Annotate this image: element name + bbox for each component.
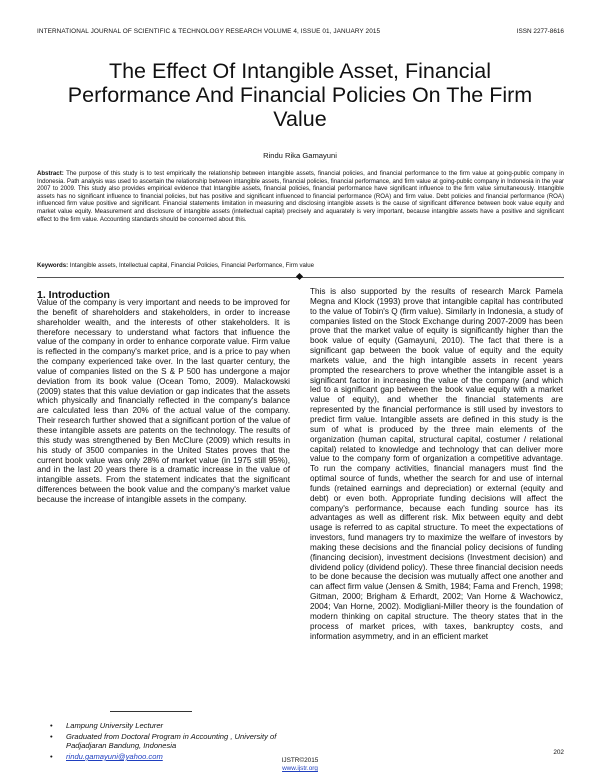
author-name: Rindu Rika Gamayuni [263,151,337,160]
footnote-item [50,721,300,730]
bullet-icon: • [50,732,53,741]
diamond-icon [296,272,303,279]
footnote-affiliation: Lampung University Lecturer [66,721,164,730]
abstract-text: The purpose of this study is to test empirically the relationship between intangible assets, financial policies, and financial performance to the firm value at going-public company in Indonesia. Path analysis was used to ascertain the relationship between intangible assets, financial policies, financial performance, and firm value at going-public company in Indonesia in the year 2007 to 2009. This study also provides empirical evidence that Intangible assets, financial policies, financial performance have significant influence to the firm value simultaneously. Intangible assets has no significant influence to financial policies, but has positive and significant influenced to financial performance (ROA) and firm value. Debt policies and financial performance (ROA) influenced firm value positive and significant. Financial statements limitation in measuring and disclosing intangible assets is the cause of significant difference between book value equity and market value equity. Measurement and disclosure of intangible assets (intellectual capital) precisely and aquarately is very important, because intangible assets have a positive and significant effect to the firm value. Accounting standards should be concerned about this. [37,170,564,223]
footnote-rule [110,711,192,712]
paper-title: The Effect Of Intangible Asset, Financial Performance And Financial Policies On The Firm Value [67,59,533,131]
bullet-icon: • [50,752,53,761]
footer-url [0,765,600,772]
keywords-text: Intangible assets, Intellectual capital, Financial Policies, Financial Performance, Firm value [68,262,315,269]
abstract [37,170,564,223]
abstract-label: Abstract: [37,170,64,177]
keywords-label: Keywords: [37,262,69,269]
author-email-link[interactable]: rindu.gamayuni@yahoo.com [66,752,163,761]
footer-copyright: IJSTR©2015 [281,757,319,764]
section-heading-introduction: 1. Introduction [37,289,110,301]
section-separator [37,273,564,281]
page-number: 202 [553,749,564,756]
journal-website-link[interactable]: www.ijstr.org [282,765,318,772]
body-column-left: Value of the company is very important and needs to be improved for the benefit of shareholders and stakeholders, in order to increase shareholder wealth, and the interests of other stakeholders. It is therefore necessary to understand what factors that influence the value of the company in order to enhance corporate value. Firm value is reflected in the company's market price, and is a price to pay when the company experienced take over. In the last quarter century, the value of companies listed on the S & P 500 has undergone a major deviation from its book value (Ocean Tomo, 2009). Malackowski (2009) states that this value deviation or gap indicates that the assets which physically and financially reflected in the company's balance are calculated less than 20% of the actual value of the company. Their research further showed that a significant portion of the value of these intangible assets are patents on the technology. The results of this study was strengthened by Ben McClure (2009) which results in his study of 3500 companies in the United States proves that the current book value was only 28% of market value (in 1975 still 95%), and in the last 20 years there is a dramatic increase in the value of intangible assets. From the statement indicates that the significant differences between the book value and the company's market value because the increase of intangible assets in the company. [37,298,290,504]
bullet-icon: • [50,721,53,730]
body-column-right: This is also supported by the results of research Marck Pamela Megna and Klock (1993) prove that intangible capital has contributed to the value of Tobin's Q (firm value). Similarly in Indonesia, a study of companies listed on the Stock Exchange during 2007-2009 has been prove that the market value of equity is significantly higher than the book value of equity (Gamayuni, 2010). The fact that there is a significant gap between the book value of equity and the equity markets value, and the high intangible assets in recent years prompted the researchers to prove whether the intangible asset is a significant factor in increasing the value of the company (and which led to a significant gap between the book value equity with a market value of equity), and whether the financial statements are represented by the financial performance is still used by investors to predict firm value. Intangible assets are defined in this study is the sum of what is produced by the three main elements of the organization (human capital, structural capital, costumer / relational capital) related to knowledge and technology that can deliver more value to the company form of organization a competitive advantage. To run the company activities, financial managers must find the optimal source of funds, whether the search for and use of internal funds (retained earnings and depreciation) or external (equity and debt) or even both. Appropriate funding decisions will affect the company's performance, because each funding source has its advantages as well as different risk. Mix between equity and debt usage is referred to as capital structure. To meet the expectations of investors, fund managers try to maximize the welfare of investors by making these decisions and the financial policy decisions of funding (financing decision), investment decisions (Investment decision) and dividend policy (dividend policy). These three financial decision needs to be done because the decision was mutually affect one another and can affect firm value (Jensen & Smith, 1984; Fama and French, 1998; Gitman, 2000; Brigham & Erhardt, 2002; Van Horne & Wachowicz, 2004; Van Horne, 2002). Modigliani-Miller theory is the foundation of modern thinking on capital structure. The theory states that in the process of market prices, with taxes, bankruptcy costs, and information asymmetry, and in an efficient market [310,287,563,641]
issn-label: ISSN 2277-8616 [516,28,564,35]
footnote-item [50,732,300,750]
keywords [37,262,564,270]
footnote-education: Graduated from Doctoral Program in Accounting , University of Padjadjaran Bandung, Indonesia [66,732,277,750]
journal-header: INTERNATIONAL JOURNAL OF SCIENTIFIC & TECHNOLOGY RESEARCH VOLUME 4, ISSUE 01, JANUARY 2015 [37,28,381,35]
